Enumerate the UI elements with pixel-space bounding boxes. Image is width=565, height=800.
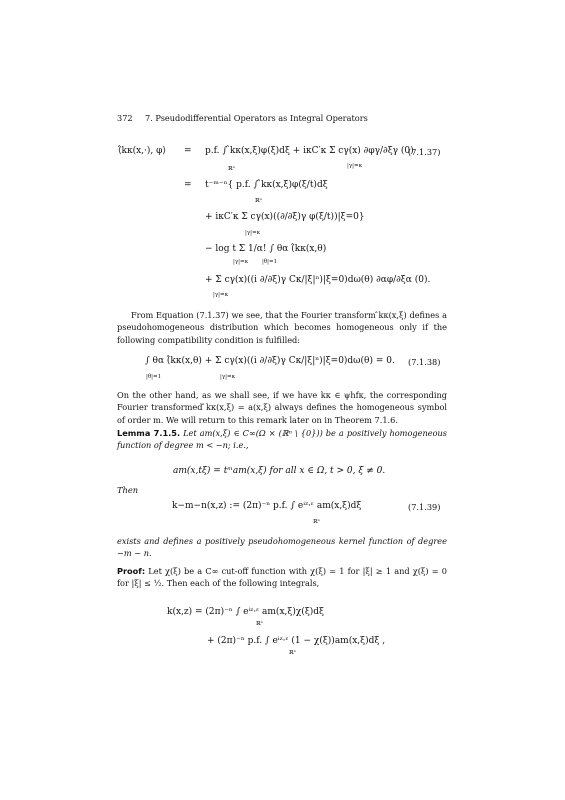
eq-7-1-37-rel1: = (184, 146, 192, 156)
eq-7-1-37-line4-sub: |γ|=κ (233, 259, 249, 265)
eq-proof-line2-sub: ℝⁿ (289, 650, 296, 656)
eq-7-1-38-sub2: |γ|=κ (220, 374, 236, 380)
lemma-tail: exists and defines a positively pseudohomogeneous kernel function of degree −m − n. (117, 536, 447, 559)
eq-7-1-38-number: (7.1.38) (408, 357, 441, 367)
eq-lemma-homogeneity: am(x,tξ) = tᵐam(x,ξ) for all x ∈ Ω, t > 0, ξ ≠ 0. (173, 466, 386, 476)
lemma-text: Let am(x,ξ) ∈ C∞(Ω × (ℝⁿ \ {0})) be a positively homogeneous function of degree m < −n; i.e., (117, 428, 447, 451)
eq-7-1-38-content: ∫ θα (̂kκ(x,θ) + Σ cγ(x)((i ∂/∂ξ)γ Cκ/|ξ|ⁿ)|ξ=0)dω(θ) = 0. (145, 356, 395, 366)
eq-7-1-37-line1-sub: ℝⁿ (228, 166, 235, 172)
eq-7-1-39-number: (7.1.39) (408, 502, 441, 512)
eq-7-1-37-line1-lhs: ⟨̂kκ(x,·), φ⟩ (118, 146, 166, 156)
eq-7-1-38-sub: |θ|=1 (146, 374, 162, 380)
eq-7-1-37-line1-sub2: |γ|=κ (347, 163, 363, 169)
eq-7-1-39-sub: ℝⁿ (313, 519, 320, 525)
eq-7-1-37-line4-sub2: |θ|=1 (262, 259, 278, 265)
running-title: 7. Pseudodifferential Operators as Integral Operators (145, 113, 368, 123)
eq-7-1-37-line2: t⁻ᵐ⁻ⁿ{ p.f. ∫ ̂kκ(x,ξ)φ(ξ/t)dξ (205, 180, 328, 190)
lemma-label: Lemma 7.1.5. (117, 428, 181, 438)
lemma-7-1-5 (117, 427, 447, 452)
eq-proof-line2: + (2π)⁻ⁿ p.f. ∫ eⁱᶻ·ᵋ (1 − χ(ξ))am(x,ξ)dξ , (207, 636, 386, 646)
proof-label: Proof: (117, 566, 146, 576)
eq-7-1-37-line3: + iκC′κ Σ cγ(x)((∂/∂ξ)γ φ(ξ/t))|ξ=0} (205, 212, 365, 222)
eq-proof-line1-sub: ℝⁿ (256, 621, 263, 627)
paragraph-1: From Equation (7.1.37) we see, that the Fourier transform ̂kκ(x,ξ) defines a pseudohomogeneous distribution which becomes homogeneous only if the following compatibility condition is fulfilled: (117, 310, 447, 345)
paragraph-2: On the other hand, as we shall see, if we have kκ ∈ ψhfκ, the corresponding Fourier transformed ̂kκ(x,ξ) = a(x,ξ) always defines the homogeneous symbol of order m. We will return to this remark later on in Theorem 7.1.6. (117, 390, 447, 425)
lemma-then: Then (117, 485, 139, 495)
eq-7-1-37-line5: + Σ cγ(x)((i ∂/∂ξ)γ Cκ/|ξ|ⁿ)|ξ=0)dω(θ) ∂αφ/∂ξα (0). (205, 275, 431, 285)
eq-7-1-37-rel2: = (184, 180, 192, 190)
eq-7-1-37-line3-sub: |γ|=κ (245, 230, 261, 236)
eq-7-1-37-number: (7.1.37) (408, 147, 441, 157)
eq-7-1-39-content: k−m−n(x,z) := (2π)⁻ⁿ p.f. ∫ eⁱᶻ·ᵋ am(x,ξ)dξ (172, 501, 362, 511)
eq-7-1-37-line1-rhs: p.f. ∫ ̂kκ(x,ξ)φ(ξ)dξ + iκC′κ Σ cγ(x) ∂φγ/∂ξγ (0) (205, 146, 414, 156)
eq-7-1-37-line4: − log t Σ 1/α! ∫ θα (̂kκ(x,θ) (205, 244, 327, 254)
eq-7-1-37-line2-sub: ℝⁿ (255, 198, 262, 204)
page-number: 372 (117, 113, 133, 123)
eq-7-1-37-line5-sub: |γ|=κ (213, 292, 229, 298)
eq-7-1-37-lhs: ̂kκ(x,·), φ⟩ (121, 146, 166, 156)
proof-text: Let χ(ξ) be a C∞ cut-off function with χ(ξ) = 1 for |ξ| ≥ 1 and χ(ξ) = 0 for |ξ| ≤ ½. Then each of the following integrals, (117, 566, 447, 589)
eq-proof-line1: k(x,z) = (2π)⁻ⁿ ∫ eⁱᶻ·ᵋ am(x,ξ)χ(ξ)dξ (167, 607, 324, 617)
proof-paragraph (117, 565, 447, 590)
